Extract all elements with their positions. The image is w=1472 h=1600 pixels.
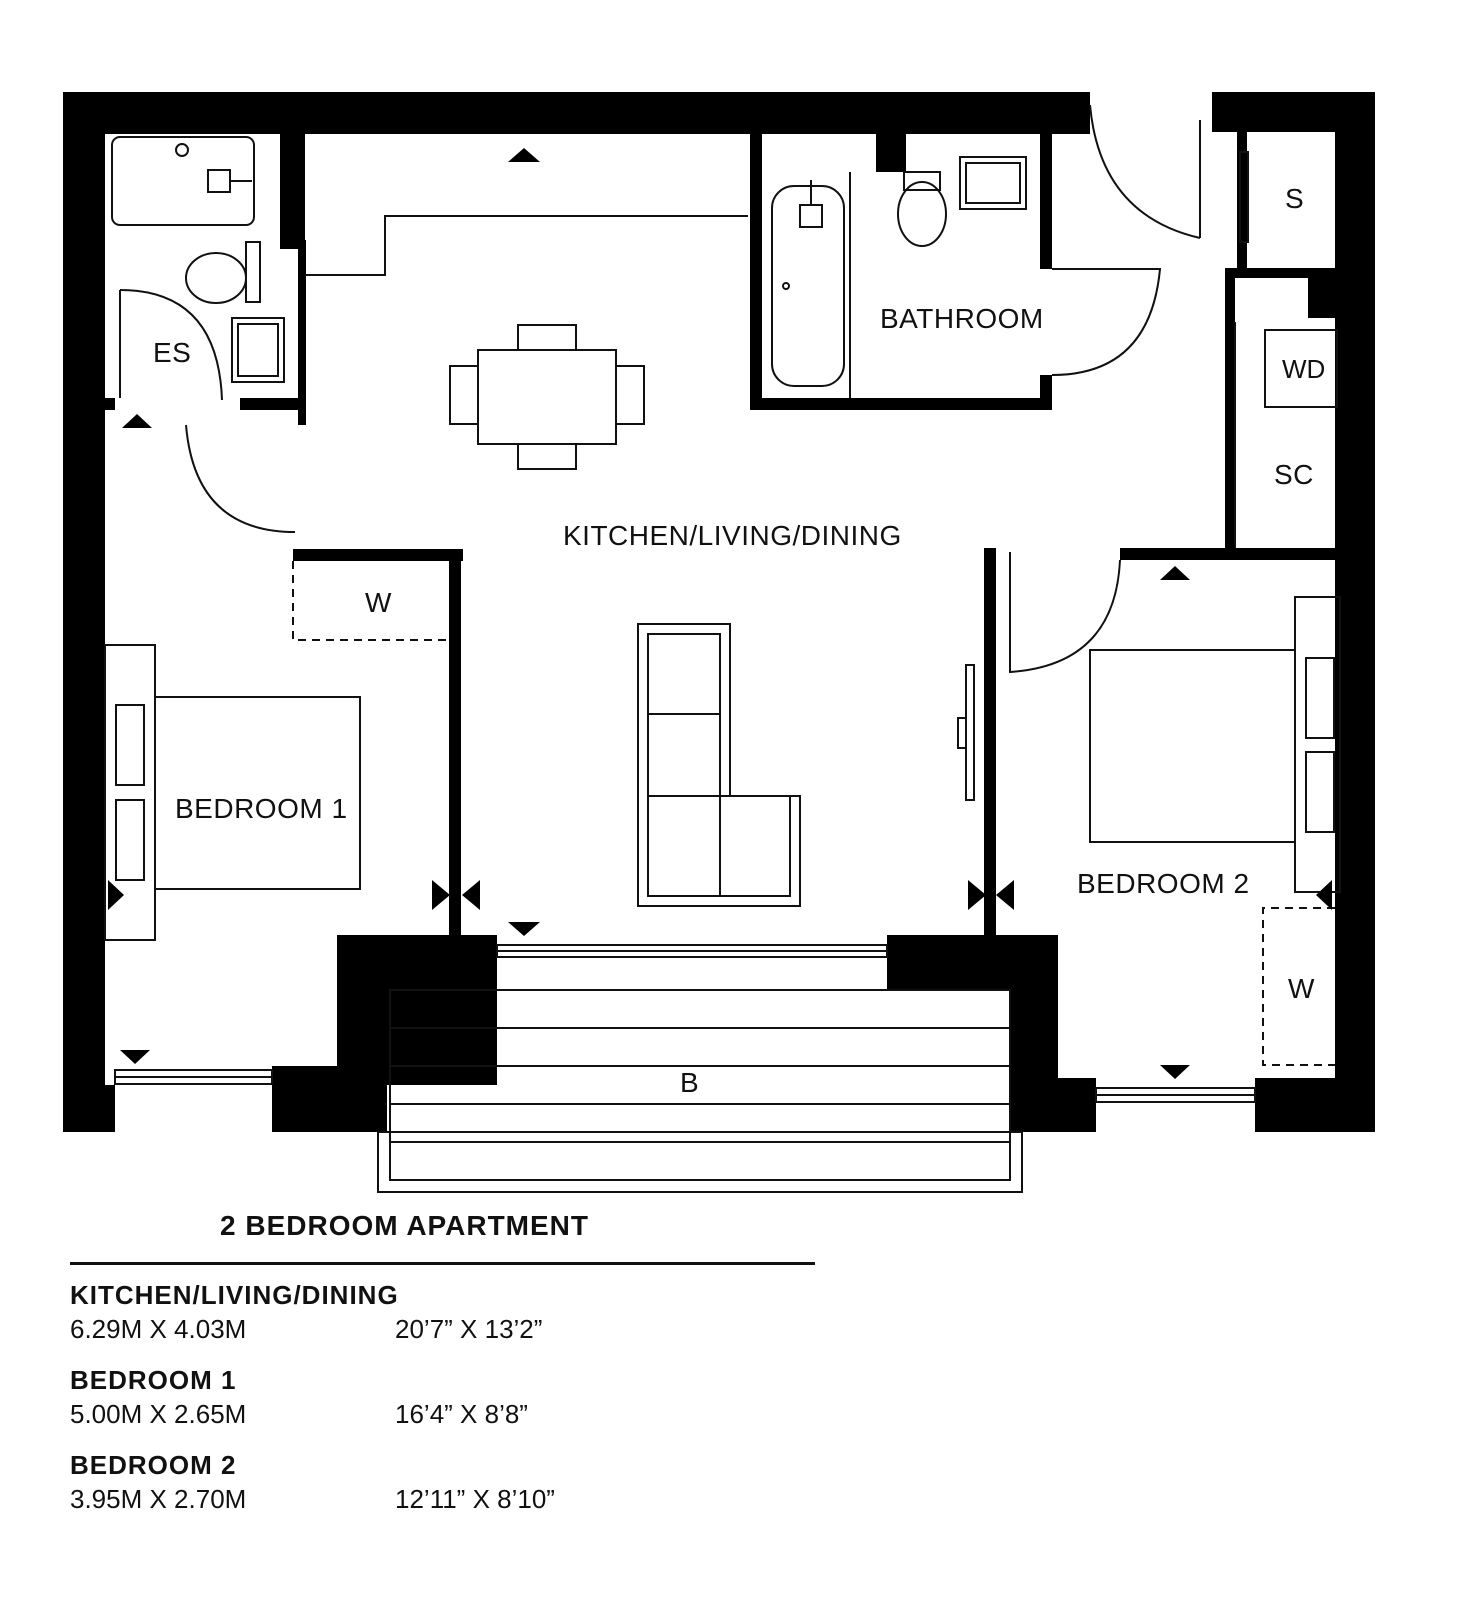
schedule-row — [70, 1365, 830, 1433]
schedule-row — [70, 1450, 830, 1518]
schedule-room-dimensions — [70, 1484, 830, 1518]
schedule-title: 2 BEDROOM APARTMENT — [220, 1210, 589, 1241]
direction-markers — [108, 148, 1332, 1079]
schedule-room-name: BEDROOM 2 — [70, 1450, 237, 1480]
label-store: S — [1285, 183, 1305, 214]
dimension-metric: 5.00M X 2.65M — [70, 1399, 247, 1429]
dimension-metric: 6.29M X 4.03M — [70, 1314, 247, 1344]
label-washer-dryer: WD — [1282, 354, 1326, 384]
label-wardrobe-2: W — [1288, 973, 1315, 1004]
fixtures — [105, 105, 1340, 1192]
label-balcony: B — [680, 1067, 700, 1098]
label-bedroom-1: BEDROOM 1 — [175, 793, 348, 824]
label-storage-cupboard: SC — [1274, 459, 1314, 490]
label-es: ES — [153, 337, 192, 368]
label-bedroom-2: BEDROOM 2 — [1077, 868, 1250, 899]
schedule-room-dimensions — [70, 1399, 830, 1433]
label-wardrobe-1: W — [365, 587, 392, 618]
dimension-imperial: 20’7” X 13’2” — [395, 1314, 543, 1344]
label-bathroom: BATHROOM — [880, 303, 1044, 334]
schedule-room-dimensions — [70, 1314, 830, 1348]
dimension-metric: 3.95M X 2.70M — [70, 1484, 247, 1514]
dimension-imperial: 12’11” X 8’10” — [395, 1484, 555, 1514]
dimension-imperial: 16’4” X 8’8” — [395, 1399, 528, 1429]
schedule-room-name: KITCHEN/LIVING/DINING — [70, 1280, 399, 1310]
schedule-room-name: BEDROOM 1 — [70, 1365, 237, 1395]
schedule-divider — [70, 1262, 815, 1265]
label-kitchen-living-dining: KITCHEN/LIVING/DINING — [563, 520, 902, 551]
schedule-row — [70, 1280, 830, 1348]
